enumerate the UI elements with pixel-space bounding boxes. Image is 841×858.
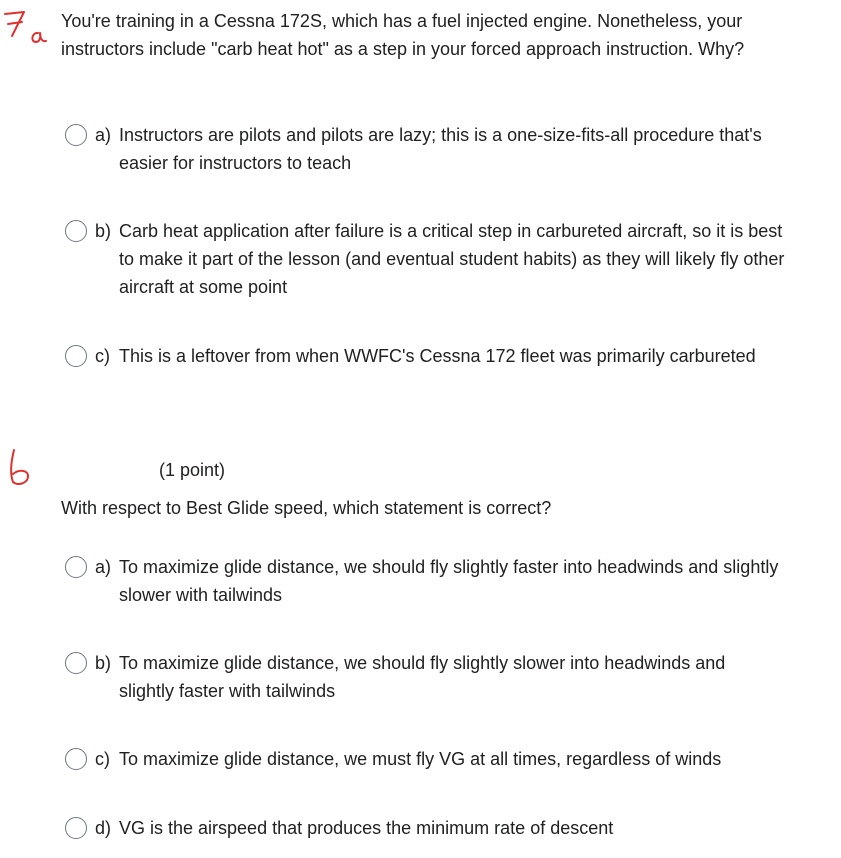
question-2-points: (1 point) — [159, 460, 226, 480]
option-text: VG is the airspeed that produces the minimum rate of descent — [119, 818, 614, 838]
question-2-option-b[interactable] — [65, 649, 785, 705]
question-2-option-c[interactable] — [65, 745, 785, 773]
radio-button[interactable] — [65, 817, 87, 839]
question-2-option-a[interactable] — [65, 553, 785, 609]
option-text: To maximize glide distance, we should fly slightly slower into headwinds and slightly faster with tailwinds — [119, 653, 726, 701]
radio-button[interactable] — [65, 124, 87, 146]
handwritten-mark-b — [4, 446, 40, 488]
radio-button[interactable] — [65, 748, 87, 770]
question-2-prompt: With respect to Best Glide speed, which statement is correct? — [61, 498, 552, 518]
option-letter: d) — [95, 818, 112, 838]
option-text: To maximize glide distance, we must fly VG at all times, regardless of winds — [119, 749, 722, 769]
option-text: This is a leftover from when WWFC's Cessna 172 fleet was primarily carbureted — [119, 346, 756, 366]
question-1-option-b[interactable] — [65, 217, 785, 301]
question-2-option-d[interactable] — [65, 814, 785, 842]
option-letter: b) — [95, 653, 112, 673]
option-letter: a) — [95, 557, 112, 577]
radio-button[interactable] — [65, 345, 87, 367]
option-text: Instructors are pilots and pilots are lazy; this is a one-size-fits-all procedure that's easier for instructors to teach — [119, 125, 762, 173]
handwritten-mark-7a — [2, 6, 52, 52]
radio-button[interactable] — [65, 220, 87, 242]
option-letter: c) — [95, 749, 110, 769]
option-letter: c) — [95, 346, 110, 366]
radio-button[interactable] — [65, 556, 87, 578]
option-letter: b) — [95, 221, 112, 241]
option-text: To maximize glide distance, we should fly slightly faster into headwinds and slightly slower with tailwinds — [119, 557, 779, 605]
question-1-option-a[interactable] — [65, 121, 785, 177]
question-1-option-c[interactable] — [65, 342, 785, 370]
question-1-prompt: You're training in a Cessna 172S, which has a fuel injected engine. Nonetheless, your instructors include "carb heat hot" as a step in your forced approach instruction. Why? — [61, 11, 745, 59]
option-text: Carb heat application after failure is a critical step in carbureted aircraft, so it is best to make it part of the lesson (and eventual student habits) as they will likely fly other aircraft at some point — [119, 221, 785, 297]
option-letter: a) — [95, 125, 112, 145]
radio-button[interactable] — [65, 652, 87, 674]
